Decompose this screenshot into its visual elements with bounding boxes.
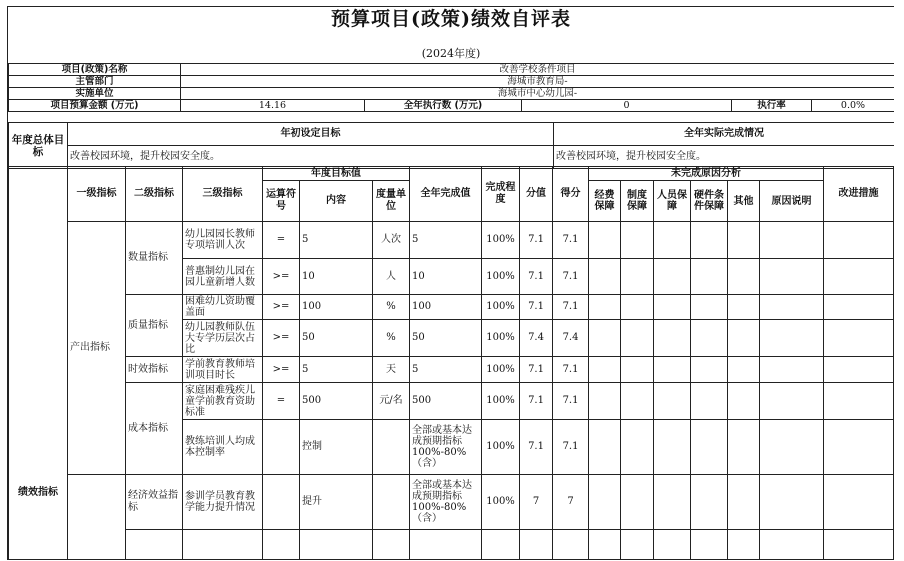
- indicator-operator: >=: [263, 320, 300, 357]
- indicator-content: 5: [300, 222, 373, 259]
- col-full-year: 全年完成值: [410, 167, 482, 222]
- category-economic-benefit: 经济效益指标: [126, 475, 183, 530]
- indicator-value: 100: [410, 295, 482, 320]
- budget-amount-value: 14.16: [181, 100, 365, 112]
- indicator-unit: 元/名: [373, 383, 410, 420]
- indicator-value: 5: [410, 222, 482, 259]
- annual-goal-label: 年度总体目标: [9, 123, 68, 169]
- indicator-operator: =: [263, 222, 300, 259]
- indicator-got: 7.4: [553, 320, 589, 357]
- indicator-unit: %: [373, 295, 410, 320]
- project-info-table: [8, 63, 894, 112]
- indicator-value: 全部或基本达成预期指标100%-80%（含）: [410, 420, 482, 475]
- col-reason-other: 其他: [728, 181, 760, 222]
- exec-rate-value: 0.0%: [812, 100, 895, 112]
- indicator-got: 7.1: [553, 383, 589, 420]
- indicator-got: 7: [553, 475, 589, 530]
- col-content: 内容: [300, 181, 373, 222]
- col-reason-staff: 人员保障: [654, 181, 691, 222]
- indicator-content: 5: [300, 357, 373, 383]
- col-unit: 度量单位: [373, 181, 410, 222]
- indicator-value: 10: [410, 259, 482, 295]
- indicator-content: 50: [300, 320, 373, 357]
- indicator-name: 学前教育教师培训项目时长: [183, 357, 263, 383]
- col-reason-system: 制度保障: [621, 181, 654, 222]
- col-operator: 运算符号: [263, 181, 300, 222]
- indicator-operator: [263, 420, 300, 475]
- budget-amount-label: 项目预算金额 (万元): [9, 100, 181, 112]
- indicator-operator: >=: [263, 295, 300, 320]
- indicator-name: 幼儿园园长教师专项培训人次: [183, 222, 263, 259]
- indicator-content: 控制: [300, 420, 373, 475]
- indicator-value: 全部或基本达成预期指标100%-80%（含）: [410, 475, 482, 530]
- unit-label: 实施单位: [9, 88, 181, 100]
- indicator-score: 7: [520, 475, 553, 530]
- indicator-unit: %: [373, 320, 410, 357]
- actual-completion-header: 全年实际完成情况: [554, 123, 895, 146]
- indicator-rate: 100%: [482, 259, 520, 295]
- col-level2: 二级指标: [126, 167, 183, 222]
- col-reason-hardware: 硬件条件保障: [691, 181, 728, 222]
- indicator-got: 7.1: [553, 259, 589, 295]
- indicator-value: 5: [410, 357, 482, 383]
- indicator-score: 7.1: [520, 420, 553, 475]
- col-completion: 完成程度: [482, 167, 520, 222]
- indicator-got: 7.1: [553, 357, 589, 383]
- indicator-value: 50: [410, 320, 482, 357]
- indicator-unit: [373, 475, 410, 530]
- output-indicator-label: 产出指标: [68, 222, 126, 475]
- indicator-value: 500: [410, 383, 482, 420]
- col-level3: 三级指标: [183, 167, 263, 222]
- col-got-score: 得分: [553, 167, 589, 222]
- indicator-name: 普惠制幼儿园在园儿童新增人数: [183, 259, 263, 295]
- benefit-indicator-label: [68, 475, 126, 560]
- indicator-operator: [263, 475, 300, 530]
- indicator-got: 7.1: [553, 420, 589, 475]
- col-reason-analysis: 未完成原因分析: [589, 167, 824, 181]
- indicator-content: 10: [300, 259, 373, 295]
- perf-indicator-label: 绩效指标: [9, 167, 68, 560]
- indicator-score: 7.1: [520, 295, 553, 320]
- indicator-score: 7.1: [520, 222, 553, 259]
- indicator-unit: [373, 420, 410, 475]
- col-reason-fund: 经费保障: [589, 181, 621, 222]
- unit-value: 海城市中心幼儿园-: [181, 88, 895, 100]
- dept-label: 主管部门: [9, 76, 181, 88]
- page-title: 预算项目(政策)绩效自评表: [331, 8, 571, 30]
- col-reason-desc: 原因说明: [760, 181, 824, 222]
- col-improve: 改进措施: [824, 167, 894, 222]
- indicator-name: 幼儿园教师队伍大专学历层次占比: [183, 320, 263, 357]
- self-evaluation-sheet: [7, 6, 894, 560]
- indicator-got: 7.1: [553, 222, 589, 259]
- col-annual-target: 年度目标值: [263, 167, 410, 181]
- project-name-label: 项目(政策)名称: [9, 64, 181, 76]
- indicator-operator: >=: [263, 259, 300, 295]
- indicator-score: 7.4: [520, 320, 553, 357]
- exec-rate-label: 执行率: [732, 100, 812, 112]
- indicator-rate: 100%: [482, 295, 520, 320]
- indicator-operator: >=: [263, 357, 300, 383]
- indicator-unit: 人次: [373, 222, 410, 259]
- annual-goal-table: [8, 122, 894, 169]
- indicator-content: 100: [300, 295, 373, 320]
- category-quantity: 数量指标: [126, 222, 183, 295]
- indicator-score: 7.1: [520, 259, 553, 295]
- indicator-score: 7.1: [520, 383, 553, 420]
- indicator-name: 参训学员教育教学能力提升情况: [183, 475, 263, 530]
- indicator-unit: 人: [373, 259, 410, 295]
- indicator-rate: 100%: [482, 475, 520, 530]
- indicator-rate: 100%: [482, 357, 520, 383]
- initial-goal-header: 年初设定目标: [68, 123, 554, 146]
- indicator-rate: 100%: [482, 420, 520, 475]
- performance-indicator-table: [8, 166, 894, 560]
- actual-completion-text: 改善校园环境，提升校园安全度。: [554, 146, 895, 169]
- category-cost: 成本指标: [126, 383, 183, 475]
- col-level1: 一级指标: [68, 167, 126, 222]
- indicator-rate: 100%: [482, 320, 520, 357]
- indicator-score: 7.1: [520, 357, 553, 383]
- project-name-value: 改善学校条件项目: [181, 64, 895, 76]
- indicator-unit: 天: [373, 357, 410, 383]
- indicator-operator: =: [263, 383, 300, 420]
- indicator-rate: 100%: [482, 383, 520, 420]
- category-timeliness: 时效指标: [126, 357, 183, 383]
- indicator-name: 教练培训人均成本控制率: [183, 420, 263, 475]
- exec-amount-value: 0: [522, 100, 732, 112]
- indicator-name: 家庭困难残疾儿童学前教育资助标准: [183, 383, 263, 420]
- indicator-content: 500: [300, 383, 373, 420]
- dept-value: 海城市教育局-: [181, 76, 895, 88]
- indicator-rate: 100%: [482, 222, 520, 259]
- col-score: 分值: [520, 167, 553, 222]
- indicator-name: 困难幼儿资助覆盖面: [183, 295, 263, 320]
- report-year: (2024年度): [421, 47, 481, 60]
- indicator-got: 7.1: [553, 295, 589, 320]
- category-quality: 质量指标: [126, 295, 183, 357]
- initial-goal-text: 改善校园环境，提升校园安全度。: [68, 146, 554, 169]
- indicator-content: 提升: [300, 475, 373, 530]
- exec-amount-label: 全年执行数 (万元): [365, 100, 522, 112]
